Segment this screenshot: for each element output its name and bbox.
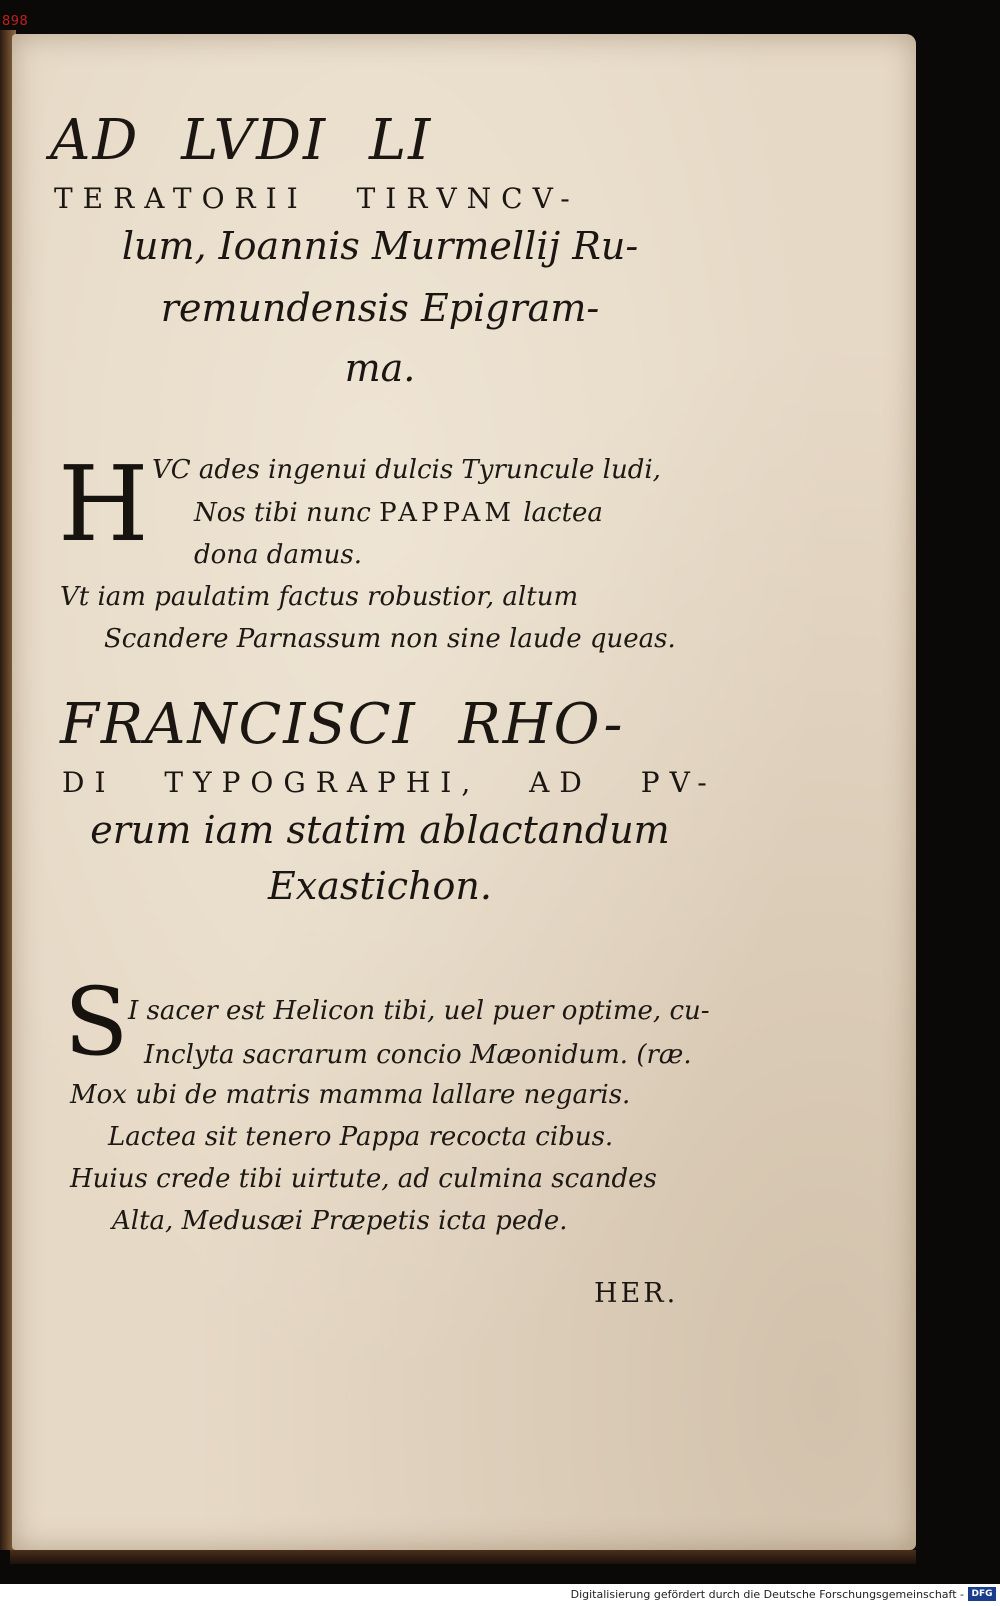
poem2-dropcap: S: [64, 968, 129, 1077]
epigram2-heading: FRANCISCI RHO-: [60, 692, 625, 757]
poem2-line-2: Inclyta sacrarum concio Mæonidum. (ræ.: [144, 1040, 692, 1070]
epigram1-title-line-3: ma.: [344, 346, 416, 390]
poem1-line-2-a: Nos tibi nunc: [194, 498, 380, 528]
poem1-line-2-b: lactea: [514, 498, 603, 528]
epigram2-caps-line: DI TYPOGRAPHI, AD PV-: [62, 766, 717, 799]
dfg-logo-icon: DFG: [968, 1587, 996, 1601]
epigram1-title-line-2: remundensis Epigram-: [160, 286, 600, 330]
epigram1-heading: AD LVDI LI: [50, 108, 433, 173]
page-number-mark: 898: [2, 14, 29, 29]
footer-bar: [0, 1584, 1000, 1606]
footer-credit: Digitalisierung gefördert durch die Deutsche Forschungsgemeinschaft -: [570, 1588, 964, 1601]
poem1-line-3: dona damus.: [194, 540, 362, 570]
poem1-line-1: VC ades ingenui dulcis Tyruncule ludi,: [152, 455, 661, 485]
book-bottom-edge: [10, 1550, 916, 1564]
epigram2-title-line-1: erum iam statim ablactandum: [90, 808, 670, 852]
catchword: HER.: [594, 1278, 679, 1309]
poem1-line-5: Scandere Parnassum non sine laude queas.: [104, 624, 676, 654]
epigram1-title-line-1: lum, Ioannis Murmellij Ru-: [121, 224, 639, 268]
poem2-line-6: Alta, Medusæi Præpetis icta pede.: [112, 1206, 568, 1236]
poem1-dropcap: H: [58, 443, 149, 565]
poem2-line-3: Mox ubi de matris mamma lallare negaris.: [70, 1080, 631, 1110]
epigram1-caps-line: TERATORII TIRVNCV-: [54, 182, 580, 215]
poem2-line-5: Huius crede tibi uirtute, ad culmina scandes: [70, 1164, 657, 1194]
poem2-line-1: I sacer est Helicon tibi, uel puer optime, cu-: [128, 996, 710, 1026]
poem1-pappam: PAPPAM: [379, 498, 515, 528]
poem1-line-2: [194, 498, 603, 528]
poem1-line-4: Vt iam paulatim factus robustior, altum: [60, 582, 579, 612]
poem2-line-4: Lactea sit tenero Pappa recocta cibus.: [108, 1122, 614, 1152]
epigram2-title-line-2: Exastichon.: [268, 864, 492, 908]
